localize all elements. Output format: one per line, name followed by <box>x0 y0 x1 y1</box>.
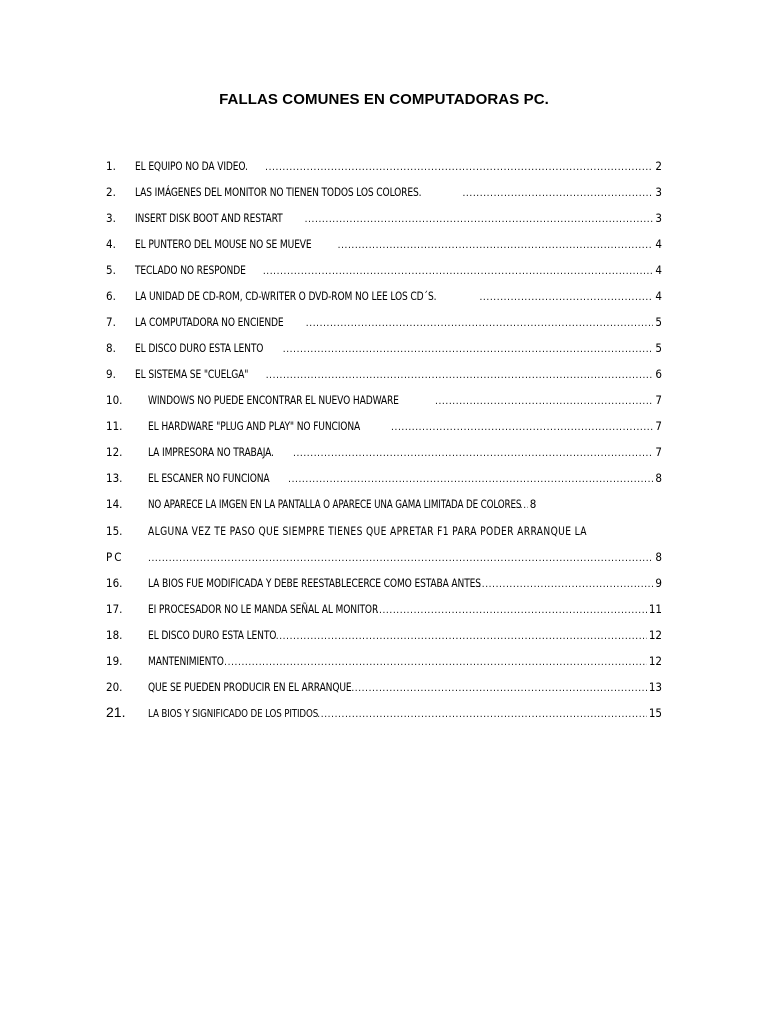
toc-entry-20[interactable] <box>106 677 662 697</box>
toc-entry-text: LA COMPUTADORA NO ENCIENDE <box>135 315 284 329</box>
toc-entry-page: 9 <box>655 576 662 590</box>
toc-entry-text: NO APARECE LA IMGEN EN LA PANTALLA O APARECE UNA GAMA LIMITADA DE COLORES <box>148 497 522 511</box>
toc-entry-3[interactable] <box>106 208 662 228</box>
toc-entry-page: 5 <box>655 341 662 355</box>
toc-entry-2[interactable] <box>106 182 662 202</box>
toc-entry-number: 12. <box>106 445 123 459</box>
toc-entry-number: 8. <box>106 341 116 355</box>
toc-entry-text: LA BIOS Y SIGNIFICADO DE LOS PITIDOS <box>148 707 319 720</box>
toc-entry-14[interactable] <box>106 494 662 514</box>
dot-leader <box>305 210 654 230</box>
toc-entry-11[interactable] <box>106 416 662 436</box>
dot-leader <box>391 418 653 438</box>
toc-entry-page: 12 <box>648 628 662 642</box>
toc-entry-number: 14. <box>106 497 123 511</box>
dot-leader <box>148 549 653 569</box>
toc-entry-number: 9. <box>106 367 116 381</box>
toc-entry-12[interactable] <box>106 442 662 462</box>
toc-entry-15[interactable] <box>106 521 662 541</box>
toc-entry-text: EL DISCO DURO ESTA LENTO <box>135 341 264 355</box>
toc-entry-page: 13 <box>648 680 662 694</box>
toc-entry-page: 3 <box>655 185 662 199</box>
toc-entry-18[interactable] <box>106 625 662 645</box>
toc-entry-page: 6 <box>655 367 662 381</box>
toc-entry-number: 11. <box>106 419 123 433</box>
toc-entry-page: 4 <box>655 237 662 251</box>
document-title: FALLAS COMUNES EN COMPUTADORAS PC. <box>219 91 549 108</box>
dot-leader <box>351 679 647 699</box>
dot-leader <box>288 470 653 490</box>
toc-entry-6[interactable] <box>106 286 662 306</box>
dot-leader <box>265 158 653 178</box>
toc-entry-7[interactable] <box>106 312 662 332</box>
dot-leader <box>224 653 647 673</box>
toc-entry-number: 7. <box>106 315 116 329</box>
toc-entry-text: ALGUNA VEZ TE PASO QUE SIEMPRE TIENES QUE APRETAR F1 PARA PODER ARRANQUE LA <box>148 524 587 538</box>
dot-leader <box>276 627 647 647</box>
toc-entry-text-continuation: PC <box>106 550 124 564</box>
toc-entry-21[interactable] <box>106 703 662 723</box>
toc-entry-text: INSERT DISK BOOT AND RESTART <box>135 211 283 225</box>
toc-entry-17[interactable] <box>106 599 662 619</box>
toc-entry-text: EL HARDWARE "PLUG AND PLAY" NO FUNCIONA <box>148 419 361 433</box>
toc-entry-number: 3. <box>106 211 116 225</box>
dot-leader <box>266 366 654 386</box>
toc-entry-page: 8 <box>655 550 662 564</box>
toc-entry-page: 12 <box>648 654 662 668</box>
toc-entry-number: 2. <box>106 185 116 199</box>
toc-entry-13[interactable] <box>106 468 662 488</box>
toc-entry-text: MANTENIMIENTO <box>148 654 224 668</box>
toc-entry-number: 4. <box>106 237 116 251</box>
toc-entry-15-continuation[interactable] <box>106 547 662 567</box>
toc-entry-page: 15 <box>648 706 662 720</box>
dot-leader <box>478 575 653 595</box>
toc-entry-page: 2 <box>655 159 662 173</box>
toc-entry-number: 16. <box>106 576 123 590</box>
toc-entry-text: QUE SE PUEDEN PRODUCIR EN EL ARRANQUE <box>148 680 352 694</box>
toc-entry-number: 15. <box>106 524 123 538</box>
toc-entry-page: 8 <box>529 497 537 511</box>
dot-leader <box>317 705 647 725</box>
toc-entry-text: WINDOWS NO PUEDE ENCONTRAR EL NUEVO HADWARE <box>148 393 399 407</box>
toc-entry-page: 11 <box>648 602 662 616</box>
toc-entry-page: 7 <box>655 393 662 407</box>
dot-leader <box>479 288 653 308</box>
dot-leader <box>462 184 653 204</box>
toc-entry-5[interactable] <box>106 260 662 280</box>
toc-entry-number: 21. <box>106 704 126 720</box>
toc-entry-text: LA IMPRESORA NO TRABAJA. <box>148 445 274 459</box>
toc-entry-text: EL EQUIPO NO DA VIDEO. <box>135 159 248 173</box>
toc-entry-number: 1. <box>106 159 116 173</box>
toc-entry-text: LA BIOS FUE MODIFICADA Y DEBE REESTABLECERCE COMO ESTABA ANTES <box>148 576 481 590</box>
toc-entry-text: LA UNIDAD DE CD-ROM, CD-WRITER O DVD-ROM NO LEE LOS CD´S. <box>135 289 437 303</box>
dot-leader <box>338 236 654 256</box>
dot-leader <box>283 340 654 360</box>
toc-entry-number: 6. <box>106 289 116 303</box>
dot-leader <box>306 314 654 334</box>
toc-entry-page: 8 <box>655 471 662 485</box>
toc-entry-text: LAS IMÁGENES DEL MONITOR NO TIENEN TODOS LOS COLORES. <box>135 185 422 199</box>
toc-entry-4[interactable] <box>106 234 662 254</box>
toc-entry-number: 5. <box>106 263 116 277</box>
dot-leader <box>263 262 654 282</box>
toc-entry-1[interactable] <box>106 156 662 176</box>
toc-entry-text: EL SISTEMA SE "CUELGA" <box>135 367 249 381</box>
toc-entry-text: EL PUNTERO DEL MOUSE NO SE MUEVE <box>135 237 312 251</box>
toc-entry-number: 19. <box>106 654 123 668</box>
toc-entry-page: 4 <box>655 289 662 303</box>
dot-leader <box>435 392 653 412</box>
toc-entry-text: TECLADO NO RESPONDE <box>135 263 246 277</box>
toc-entry-page: 5 <box>655 315 662 329</box>
toc-entry-number: 20. <box>106 680 123 694</box>
toc-entry-19[interactable] <box>106 651 662 671</box>
toc-entry-10[interactable] <box>106 390 662 410</box>
toc-entry-text: EI PROCESADOR NO LE MANDA SEÑAL AL MONITOR <box>148 602 379 616</box>
toc-entry-number: 18. <box>106 628 123 642</box>
dot-leader <box>293 444 653 464</box>
toc-entry-page: 7 <box>655 419 662 433</box>
toc-entry-text: EL ESCANER NO FUNCIONA <box>148 471 270 485</box>
toc-entry-number: 17. <box>106 602 123 616</box>
toc-entry-number: 10. <box>106 393 123 407</box>
toc-entry-page: 4 <box>655 263 662 277</box>
toc-entry-9[interactable] <box>106 364 662 384</box>
toc-entry-8[interactable] <box>106 338 662 358</box>
toc-entry-page: 7 <box>655 445 662 459</box>
toc-entry-text: EL DISCO DURO ESTA LENTO <box>148 628 277 642</box>
toc-entry-16[interactable] <box>106 573 662 593</box>
dot-leader <box>376 601 647 621</box>
toc-entry-number: 13. <box>106 471 123 485</box>
toc-entry-page: 3 <box>655 211 662 225</box>
